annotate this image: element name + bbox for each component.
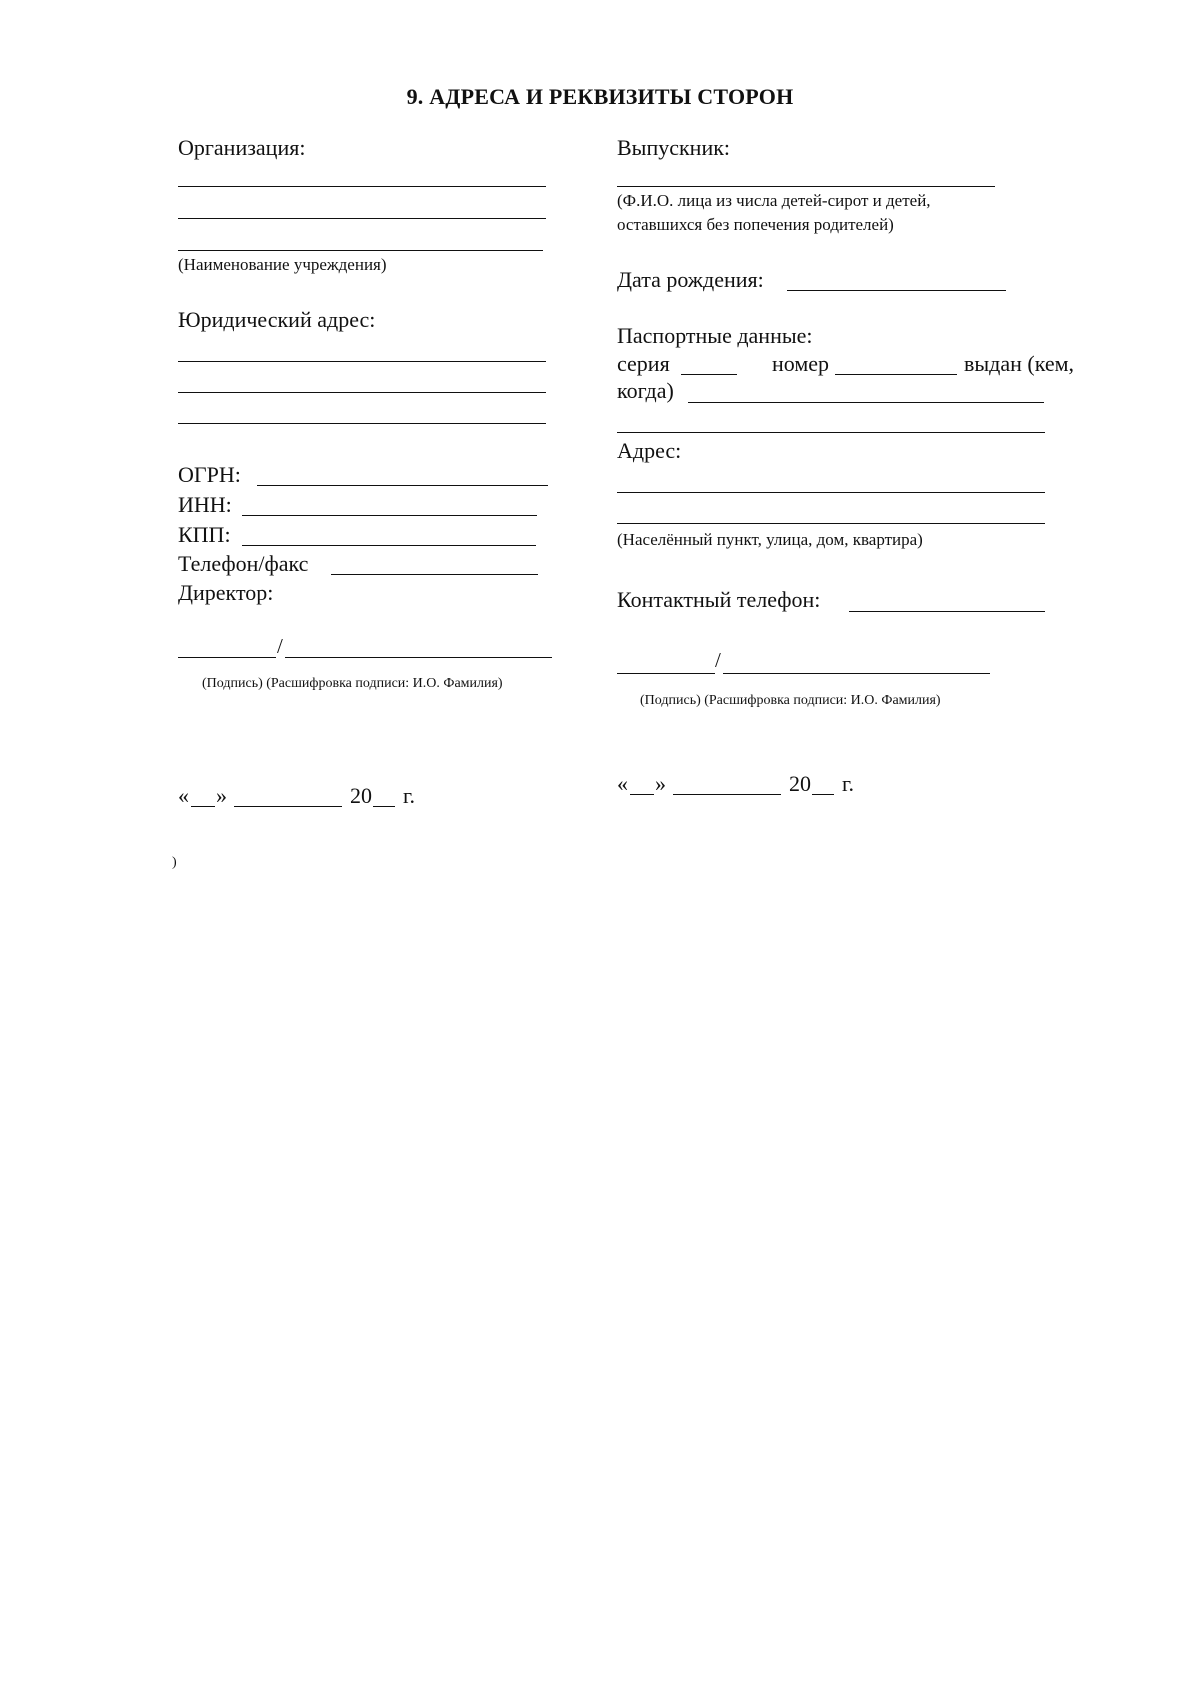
ogrn-label: ОГРН: [178, 462, 241, 487]
signature-separator: / [715, 648, 721, 672]
address-label: Адрес: [617, 438, 682, 463]
year-prefix: 20 [789, 771, 811, 796]
birth-date-field-line[interactable] [787, 290, 1006, 291]
contact-phone-label: Контактный телефон: [617, 587, 821, 612]
phone-fax-field-line[interactable] [331, 574, 538, 575]
address-caption: (Населённый пункт, улица, дом, квартира) [617, 530, 923, 549]
director-signature-line[interactable] [178, 657, 276, 658]
address-field-line-2[interactable] [617, 523, 1045, 524]
signature-separator: / [277, 634, 283, 658]
passport-issued-label: выдан (кем, [964, 351, 1075, 376]
phone-fax-label: Телефон/факс [178, 551, 309, 576]
passport-when-label: когда) [617, 378, 674, 403]
date-close-quote: » [655, 771, 666, 796]
contact-phone-field-line[interactable] [849, 611, 1045, 612]
legal-address-line-3[interactable] [178, 423, 546, 424]
organization-name-line-2[interactable] [178, 218, 546, 219]
right-day-field-line[interactable] [630, 794, 654, 795]
year-suffix: г. [403, 783, 416, 808]
legal-address-line-1[interactable] [178, 361, 546, 362]
passport-issued-field-line-2[interactable] [617, 432, 1045, 433]
year-prefix: 20 [350, 783, 372, 808]
director-name-decoding-line[interactable] [285, 657, 552, 658]
inn-field-line[interactable] [242, 515, 537, 516]
graduate-name-decoding-line[interactable] [723, 673, 990, 674]
inn-label: ИНН: [178, 492, 232, 517]
graduate-label: Выпускник: [617, 135, 731, 160]
kpp-label: КПП: [178, 522, 231, 547]
director-label: Директор: [178, 580, 274, 605]
passport-series-label: серия [617, 351, 670, 376]
left-month-field-line[interactable] [234, 806, 342, 807]
graduate-signature-caption: (Подпись) (Расшифровка подписи: И.О. Фамилия) [640, 693, 941, 708]
graduate-fio-caption-line-2: оставшихся без попечения родителей) [617, 215, 894, 234]
organization-name-caption: (Наименование учреждения) [178, 255, 387, 274]
year-suffix: г. [842, 771, 855, 796]
graduate-signature-line[interactable] [617, 673, 715, 674]
passport-issued-field-line-1[interactable] [688, 402, 1044, 403]
left-day-field-line[interactable] [191, 806, 215, 807]
passport-number-label: номер [772, 351, 830, 376]
passport-number-field-line[interactable] [835, 374, 957, 375]
page-title: 9. АДРЕСА И РЕКВИЗИТЫ СТОРОН [406, 84, 794, 109]
passport-series-field-line[interactable] [681, 374, 737, 375]
organization-name-line-1[interactable] [178, 186, 546, 187]
graduate-fio-line[interactable] [617, 186, 995, 187]
organization-name-line-3[interactable] [178, 250, 543, 251]
graduate-fio-caption-line-1: (Ф.И.О. лица из числа детей-сирот и детей, [617, 191, 931, 210]
organization-label: Организация: [178, 135, 306, 160]
right-month-field-line[interactable] [673, 794, 781, 795]
address-field-line-1[interactable] [617, 492, 1045, 493]
stray-bracket-mark: ) [172, 855, 177, 870]
date-close-quote: » [216, 783, 227, 808]
ogrn-field-line[interactable] [257, 485, 548, 486]
legal-address-line-2[interactable] [178, 392, 546, 393]
birth-date-label: Дата рождения: [617, 267, 764, 292]
left-year-field-line[interactable] [373, 806, 395, 807]
director-signature-caption: (Подпись) (Расшифровка подписи: И.О. Фамилия) [202, 676, 503, 691]
date-open-quote: « [178, 783, 189, 808]
right-year-field-line[interactable] [812, 794, 834, 795]
legal-address-label: Юридический адрес: [178, 307, 376, 332]
date-open-quote: « [617, 771, 628, 796]
passport-data-label: Паспортные данные: [617, 323, 813, 348]
kpp-field-line[interactable] [242, 545, 536, 546]
